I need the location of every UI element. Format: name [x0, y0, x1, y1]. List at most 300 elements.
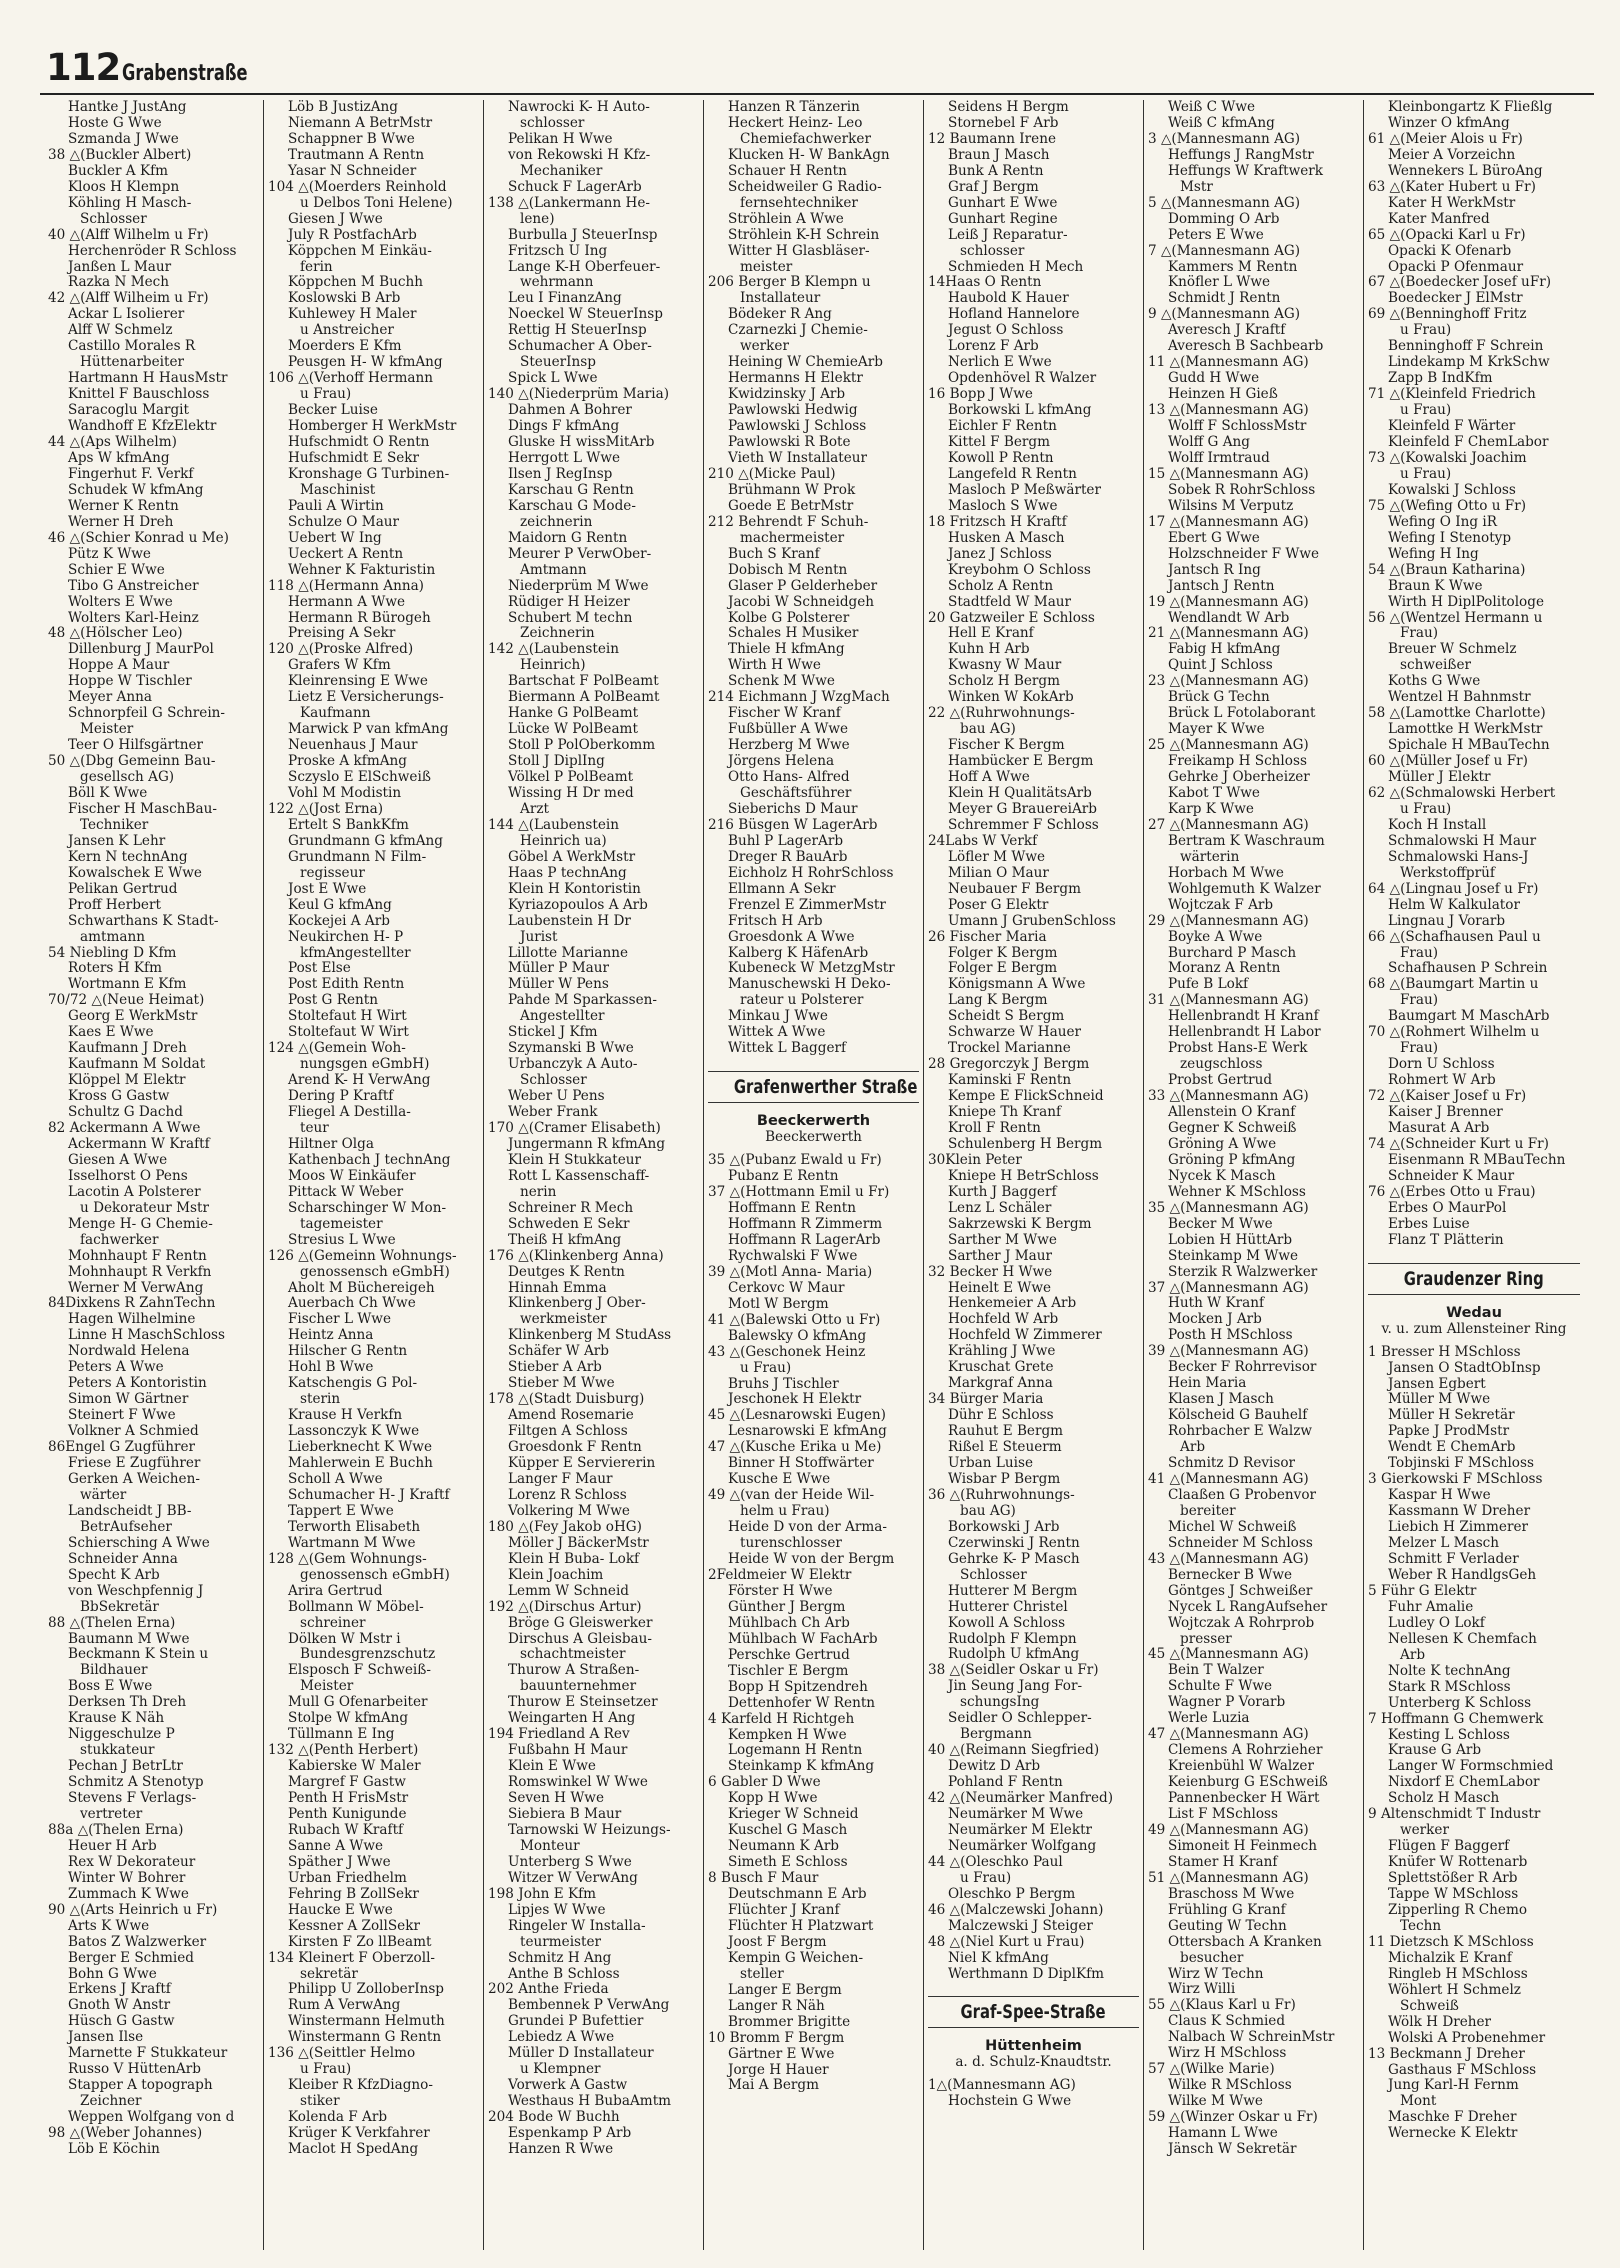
resident-entry: Rettig H SteuerInsp: [508, 323, 647, 339]
resident-entry: Oleschko P Bergm: [948, 1886, 1076, 1902]
house-number-entry: 31 △(Mannesmann AG): [1148, 993, 1309, 1009]
resident-entry: Hilscher G Rentn: [288, 1344, 408, 1360]
resident-entry: Pittack W Weber: [288, 1184, 404, 1200]
resident-entry: Wolff F SchlossMstr: [1168, 419, 1307, 435]
resident-entry: Yasar N Schneider: [288, 163, 417, 179]
resident-entry: Göntges J Schweißer: [1168, 1583, 1313, 1599]
house-number-entry: 42 △(Alff Wilheim u Fr): [48, 291, 209, 307]
resident-entry: Lacotin A Polsterer: [68, 1184, 201, 1200]
resident-entry: Köppchen M Einkäu-: [288, 243, 432, 259]
resident-entry: Schnorpfeil G Schrein-: [68, 706, 226, 722]
resident-entry: Dreger R BauArb: [728, 849, 848, 865]
resident-entry: Klein Joachim: [508, 1567, 604, 1583]
resident-entry: Rex W Dekorateur: [68, 1854, 196, 1870]
resident-entry: Eichler F Rentn: [948, 419, 1057, 435]
resident-entry: Baumgart M MaschArb: [1388, 1009, 1550, 1025]
entry-continuation: genossensch eGmbH): [300, 1567, 450, 1583]
entry-continuation: zeugschloss: [1180, 1057, 1263, 1073]
street-section-title: Graudenzer Ring: [1403, 1267, 1545, 1290]
resident-entry: Ueckert A Rentn: [288, 546, 404, 562]
resident-entry: Mahlerwein E Buchh: [288, 1456, 433, 1472]
resident-entry: Weber R HandlgsGeh: [1388, 1567, 1537, 1583]
resident-entry: Mühlbach Ch Arb: [728, 1615, 850, 1631]
resident-entry: Preising A Sekr: [288, 626, 396, 642]
resident-entry: Bödeker R Ang: [728, 307, 832, 323]
district-note: Beeckerwerth: [765, 1129, 862, 1146]
resident-entry: Motl W Bergm: [728, 1296, 829, 1312]
house-number-entry: 42 △(Neumärker Manfred): [928, 1791, 1114, 1807]
resident-entry: Ackar L Isolierer: [68, 307, 185, 323]
resident-entry: Keul G kfmAng: [288, 897, 392, 913]
resident-entry: July R PostfachArb: [288, 227, 417, 243]
resident-entry: Stapper A topograph: [68, 2078, 213, 2094]
house-number-entry: 41 △(Mannesmann AG): [1148, 1471, 1309, 1487]
entry-continuation: meister: [740, 259, 793, 275]
resident-entry: Masurat A Arb: [1388, 1121, 1490, 1136]
resident-entry: Vohl M Modistin: [288, 785, 402, 801]
resident-entry: Eichholz H RohrSchloss: [728, 865, 894, 881]
street-section-title: Grafenwerther Straße: [733, 1076, 918, 1099]
entry-continuation: kfmAngestellter: [300, 945, 411, 961]
resident-entry: Fabig H kfmAng: [1168, 642, 1281, 658]
house-number-entry: 47 △(Mannesmann AG): [1148, 1727, 1309, 1743]
resident-entry: Fritzsch U Ing: [508, 243, 608, 259]
resident-entry: Hoffmann E Rentn: [728, 1201, 857, 1217]
resident-entry: Simon W Gärtner: [68, 1392, 189, 1408]
resident-entry: Hiltner Olga: [288, 1136, 374, 1152]
resident-entry: Schubert M techn: [508, 610, 633, 626]
resident-entry: Groesdonk F Rentn: [508, 1440, 642, 1456]
resident-entry: Philipp U ZolloberInsp: [288, 1982, 445, 1998]
resident-entry: Logemann H Rentn: [728, 1743, 863, 1759]
resident-entry: Hoste G Wwe: [68, 115, 162, 131]
resident-entry: Mayer K Wwe: [1168, 722, 1265, 738]
resident-entry: Ringleb H MSchloss: [1388, 1966, 1528, 1982]
resident-entry: Balewsky O kfmAng: [728, 1328, 867, 1344]
resident-entry: Kross G Gastw: [68, 1089, 170, 1105]
resident-entry: Krüger K Verkfahrer: [288, 2126, 430, 2142]
resident-entry: Kwidzinsky J Arb: [728, 387, 846, 403]
resident-entry: Saracoglu Margit: [68, 403, 189, 419]
house-number-entry: 57 △(Wilke Marie): [1148, 2062, 1275, 2078]
resident-entry: Scholl A Wwe: [288, 1471, 383, 1487]
resident-entry: Maclot H SpedAng: [288, 2142, 419, 2157]
resident-entry: Langer W Formschmied: [1388, 1759, 1554, 1775]
resident-entry: Mühlbach W FachArb: [728, 1631, 878, 1647]
resident-entry: Klein E Wwe: [508, 1759, 596, 1775]
resident-entry: Janez J Schloss: [948, 546, 1052, 562]
resident-entry: Brück L Fotolaborant: [1168, 706, 1316, 722]
resident-entry: Burchard P Masch: [1168, 945, 1297, 961]
resident-entry: Gasthaus F MSchloss: [1388, 2062, 1537, 2078]
resident-entry: Knüfer W Rottenarb: [1388, 1855, 1528, 1871]
resident-entry: Hutterer M Bergm: [948, 1583, 1078, 1599]
resident-entry: Frenzel E ZimmerMstr: [728, 897, 886, 913]
resident-entry: Herzberg M Wwe: [728, 738, 850, 754]
resident-entry: Klinkenberg M StudAss: [508, 1328, 672, 1344]
resident-entry: Fischer L Wwe: [288, 1312, 391, 1328]
resident-entry: Klein H Kontoristin: [508, 881, 641, 897]
entry-continuation: wärter: [80, 1487, 127, 1503]
resident-entry: Neumärker Wolfgang: [948, 1838, 1097, 1854]
entry-continuation: Maschinist: [300, 482, 376, 498]
resident-entry: Kubeneck W MetzgMstr: [728, 961, 895, 977]
house-number-entry: 19 △(Mannesmann AG): [1148, 594, 1309, 610]
entry-continuation: Mstr: [1180, 179, 1213, 195]
house-number-entry: 106 △(Verhoff Hermann: [268, 371, 433, 387]
entry-continuation: ferin: [300, 259, 333, 275]
resident-entry: Gegner K Schweiß: [1168, 1121, 1297, 1136]
entry-continuation: lene): [520, 211, 555, 227]
resident-entry: Clemens A Rohrzieher: [1168, 1743, 1323, 1759]
resident-entry: Jansen O StadtObInsp: [1388, 1360, 1541, 1376]
resident-entry: Hagen Wilhelmine: [68, 1312, 196, 1328]
entry-continuation: schachtmeister: [520, 1647, 626, 1663]
entry-continuation: bau AG): [960, 722, 1016, 738]
resident-entry: Hufschmidt O Rentn: [288, 435, 430, 451]
resident-entry: Nordwald Helena: [68, 1344, 190, 1360]
resident-entry: Schiersching A Wwe: [68, 1535, 210, 1551]
house-number-entry: 20 Gatzweiler E Schloss: [928, 610, 1095, 626]
resident-entry: Glaser P Gelderheber: [728, 578, 878, 594]
entry-continuation: besucher: [1180, 1950, 1244, 1966]
house-number-entry: 178 △(Stadt Duisburg): [488, 1392, 645, 1408]
resident-entry: Winstermann Helmuth: [288, 2014, 445, 2030]
resident-entry: Schafhausen P Schrein: [1388, 961, 1548, 977]
resident-entry: Kuschel G Masch: [728, 1823, 848, 1839]
resident-entry: Masloch P Meßwärter: [948, 482, 1101, 498]
resident-entry: Quint J Schloss: [1168, 658, 1273, 674]
resident-entry: Winken W KokArb: [948, 690, 1074, 706]
resident-entry: Vorwerk A Gastw: [508, 2078, 628, 2094]
resident-entry: Krause H Verkfn: [288, 1408, 403, 1424]
house-number-entry: 14Haas O Rentn: [928, 275, 1042, 291]
resident-entry: Dewitz D Arb: [948, 1759, 1041, 1775]
resident-entry: Flanz T Plätterin: [1388, 1232, 1504, 1248]
resident-entry: Noeckel W SteuerInsp: [508, 307, 663, 323]
resident-entry: Husken A Masch: [948, 530, 1065, 546]
resident-entry: Kuhlewey H Maler: [288, 307, 417, 323]
house-number-entry: 34 Bürger Maria: [928, 1392, 1044, 1408]
district-name: Hüttenheim: [985, 2038, 1082, 2055]
resident-entry: Hamann L Wwe: [1168, 2126, 1278, 2142]
house-number-entry: 212 Behrendt F Schuh-: [708, 514, 869, 530]
resident-entry: Müller J Elektr: [1388, 770, 1491, 786]
resident-entry: Schulte F Wwe: [1168, 1679, 1273, 1695]
resident-entry: Hochfeld W Zimmerer: [948, 1328, 1102, 1344]
entry-continuation: Bundesgrenzschutz: [300, 1647, 436, 1663]
resident-entry: Kleinfeld F Wärter: [1388, 419, 1516, 435]
resident-entry: Hofland Hannelore: [948, 307, 1080, 323]
resident-entry: Niederprüm M Wwe: [508, 578, 649, 594]
resident-entry: Groesdonk A Wwe: [728, 929, 855, 945]
resident-entry: Seidler O Schlepper-: [948, 1711, 1092, 1727]
entry-continuation: nerin: [520, 1184, 557, 1200]
resident-entry: Ludley O Lokf: [1388, 1615, 1485, 1631]
resident-entry: Werner K Rentn: [68, 498, 179, 514]
resident-entry: Hufschmidt E Sekr: [288, 450, 420, 466]
house-number-entry: 48 △(Hölscher Leo): [48, 626, 183, 642]
header-rule: [40, 93, 1594, 95]
resident-entry: Heining W ChemieArb: [728, 355, 883, 371]
resident-entry: Maschke F Dreher: [1388, 2110, 1517, 2126]
entry-continuation: schlosser: [960, 243, 1025, 259]
resident-entry: Stickel J Kfm: [508, 1025, 598, 1041]
resident-entry: Schweden E Sekr: [508, 1216, 630, 1232]
resident-entry: Meurer P VerwOber-: [508, 546, 652, 562]
house-number-entry: 46 △(Schier Konrad u Me): [48, 530, 229, 546]
resident-entry: Goede E BetrMstr: [728, 498, 854, 514]
resident-entry: Schreiner R Mech: [508, 1200, 634, 1216]
resident-entry: Jansen Ilse: [68, 2030, 144, 2046]
house-number-entry: 216 Büsgen W LagerArb: [708, 817, 878, 833]
house-number-entry: 18 Fritzsch H Kraftf: [928, 514, 1067, 530]
resident-entry: Urbanczyk A Auto-: [508, 1057, 638, 1073]
resident-entry: Hein Maria: [1168, 1376, 1247, 1392]
resident-entry: Kolenda F Arb: [288, 2110, 388, 2126]
resident-entry: Stevens F Verlags-: [68, 1791, 197, 1807]
entry-continuation: u Frau): [1400, 801, 1452, 817]
resident-entry: Otto Hans- Alfred: [728, 770, 850, 786]
resident-entry: Kronshage G Turbinen-: [288, 466, 450, 482]
resident-entry: Kirsten F Zo llBeamt: [288, 1934, 432, 1950]
resident-entry: Haucke E Wwe: [288, 1902, 393, 1918]
resident-entry: Dirschus A Gleisbau-: [508, 1631, 653, 1647]
resident-entry: Weppen Wolfgang von d: [68, 2110, 235, 2126]
entry-continuation: sterin: [300, 1392, 341, 1408]
resident-entry: Brück G Techn: [1168, 690, 1270, 706]
resident-entry: Lassonczyk K Wwe: [288, 1424, 420, 1440]
resident-entry: Stoll P PolOberkomm: [508, 738, 656, 754]
resident-entry: Homberger H WerkMstr: [288, 419, 457, 435]
resident-entry: Keienburg G ESchweiß: [1168, 1775, 1328, 1791]
house-number-entry: 39 △(Mannesmann AG): [1148, 1344, 1309, 1360]
resident-entry: Michalzik E Kranf: [1388, 1950, 1512, 1966]
resident-entry: Gerken A Weichen-: [68, 1471, 200, 1487]
resident-entry: Burbulla J SteuerInsp: [508, 227, 658, 243]
entry-continuation: turenschlosser: [740, 1536, 842, 1552]
resident-entry: Kabierske W Maler: [288, 1759, 421, 1775]
resident-entry: Kempin G Weichen-: [728, 1950, 864, 1966]
resident-entry: Karp K Wwe: [1168, 801, 1254, 817]
resident-entry: Joost F Bergm: [728, 1934, 827, 1950]
resident-entry: Hüsch G Gastw: [68, 2014, 175, 2030]
resident-entry: Heinzen H Gieß: [1168, 387, 1278, 403]
resident-entry: Jungermann R kfmAng: [508, 1136, 666, 1152]
resident-entry: Tappert E Wwe: [288, 1503, 394, 1519]
house-number-entry: 71 △(Kleinfeld Friedrich: [1368, 387, 1536, 403]
resident-entry: Terworth Elisabeth: [288, 1519, 421, 1535]
resident-entry: Gnoth W Anstr: [68, 1998, 171, 2014]
column-3: [484, 100, 704, 2250]
resident-entry: Nolte K technAng: [1388, 1663, 1511, 1679]
resident-entry: Koslowski B Arb: [288, 291, 401, 307]
resident-entry: Melzer L Masch: [1388, 1536, 1500, 1552]
resident-entry: Koch H Install: [1388, 817, 1487, 833]
house-number-entry: 7 △(Mannesmann AG): [1148, 243, 1301, 259]
resident-entry: Dorn U Schloss: [1388, 1057, 1495, 1073]
resident-entry: Lieberknecht K Wwe: [288, 1440, 432, 1456]
resident-entry: Linne H MaschSchloss: [68, 1328, 225, 1344]
resident-entry: Witter H Glasbläser-: [728, 243, 870, 259]
resident-entry: Hellenbrandt H Kranf: [1168, 1009, 1319, 1025]
resident-entry: Bembennek P VerwAng: [508, 1998, 670, 2014]
resident-entry: Wilke M Wwe: [1168, 2094, 1263, 2110]
house-number-entry: 210 △(Micke Paul): [708, 466, 836, 482]
resident-entry: Pawlowski J Schloss: [728, 419, 867, 435]
resident-entry: Wittek L Baggerf: [728, 1041, 847, 1057]
resident-entry: Breuer W Schmelz: [1388, 642, 1517, 658]
resident-entry: Zapp B IndKfm: [1388, 371, 1493, 387]
entry-continuation: Mechaniker: [520, 163, 603, 179]
resident-entry: Wendlandt W Arb: [1168, 610, 1290, 626]
entry-continuation: u Delbos Toni Helene): [300, 195, 453, 211]
entry-continuation: Monteur: [520, 1838, 580, 1854]
house-number-entry: 32 Becker H Wwe: [928, 1264, 1053, 1280]
resident-entry: Werner H Dreh: [68, 514, 174, 530]
resident-entry: Schwarthans K Stadt-: [68, 913, 219, 929]
resident-entry: Lang K Bergm: [948, 993, 1048, 1009]
resident-entry: Peusgen H- W kfmAng: [288, 355, 443, 371]
house-number-entry: 98 △(Weber Johannes): [48, 2126, 203, 2142]
resident-entry: Wolff G Ang: [1168, 435, 1251, 451]
resident-entry: Stolpe W kfmAng: [288, 1711, 409, 1727]
house-number-entry: 176 △(Klinkenberg Anna): [488, 1248, 664, 1264]
resident-entry: Unterberg S Wwe: [508, 1854, 632, 1870]
resident-entry: Sczyslo E ElSchweiß: [288, 770, 431, 786]
resident-entry: Maidorn G Rentn: [508, 530, 628, 546]
resident-entry: Pohland F Rentn: [948, 1775, 1063, 1791]
entry-continuation: wärterin: [1180, 849, 1240, 865]
house-number-entry: 38 △(Buckler Albert): [48, 147, 192, 163]
resident-entry: Klinkenberg J Ober-: [508, 1296, 646, 1312]
entry-continuation: u Anstreicher: [300, 323, 394, 339]
district-note: a. d. Schulz-Knaudtstr.: [955, 2054, 1112, 2071]
house-number-entry: 134 Kleinert F Oberzoll-: [268, 1950, 436, 1966]
resident-entry: Jeschonek H Elektr: [728, 1392, 862, 1408]
resident-entry: Teer O Hilfsgärtner: [68, 738, 204, 754]
resident-entry: Borkowski L kfmAng: [948, 403, 1092, 419]
resident-entry: Hanzen R Tänzerin: [728, 100, 860, 115]
resident-entry: Wolters Karl-Heinz: [68, 610, 199, 626]
resident-entry: Königsmann A Wwe: [948, 977, 1086, 993]
resident-entry: Penth H FrisMstr: [288, 1791, 409, 1807]
resident-entry: Bopp H Spitzendreh: [728, 1679, 868, 1695]
resident-entry: Aps W kfmAng: [68, 450, 170, 466]
resident-entry: Wirth H Wwe: [728, 658, 821, 674]
resident-entry: Lorenz R Schloss: [508, 1487, 627, 1503]
resident-entry: Zummach K Wwe: [68, 1886, 189, 1902]
resident-entry: Schmalowski H Maur: [1388, 833, 1537, 849]
resident-entry: Ebert G Wwe: [1168, 530, 1260, 546]
resident-entry: Tarnowski W Heizungs-: [508, 1822, 671, 1838]
resident-entry: Szymanski B Wwe: [508, 1041, 634, 1057]
resident-entry: Löb E Köchin: [68, 2142, 160, 2157]
resident-entry: Tobjinski F MSchloss: [1388, 1456, 1534, 1472]
house-number-entry: 46 △(Malczewski Johann): [928, 1902, 1104, 1918]
resident-entry: Fuhr Amalie: [1388, 1599, 1474, 1615]
resident-entry: Stieber M Wwe: [508, 1376, 615, 1392]
resident-entry: Völkel P PolBeamt: [508, 770, 634, 786]
resident-entry: Schmidt J Rentn: [1168, 291, 1281, 307]
house-number-entry: 69 △(Benninghoff Fritz: [1368, 307, 1527, 323]
resident-entry: Neubauer F Bergm: [948, 881, 1081, 897]
district-name: Wedau: [1446, 1304, 1502, 1321]
resident-entry: Isselhorst O Pens: [68, 1168, 188, 1184]
resident-entry: Jorge H Hauer: [728, 2062, 829, 2078]
resident-entry: Hoff A Wwe: [948, 770, 1030, 786]
resident-entry: von Rekowski H Kfz-: [508, 147, 651, 163]
resident-entry: Jacobi W Schneidgeh: [728, 594, 875, 610]
resident-entry: Krähling J Wwe: [948, 1344, 1056, 1360]
resident-entry: Rißel E Steuerm: [948, 1440, 1062, 1456]
resident-entry: Allenstein O Kranf: [1168, 1105, 1296, 1121]
house-number-entry: 9 △(Mannesmann AG): [1148, 307, 1301, 323]
resident-entry: Lebiedz A Wwe: [508, 2030, 615, 2046]
house-number-entry: 22 △(Ruhrwohnungs-: [928, 706, 1075, 722]
resident-entry: Wolski A Probenehmer: [1388, 2030, 1546, 2046]
resident-entry: Braun J Masch: [948, 147, 1050, 163]
resident-entry: Nerlich E Wwe: [948, 355, 1052, 371]
entry-continuation: schreiner: [300, 1615, 366, 1631]
house-number-entry: 29 △(Mannesmann AG): [1148, 913, 1309, 929]
resident-entry: Graf J Bergm: [948, 179, 1039, 195]
resident-entry: Stamer H Kranf: [1168, 1854, 1278, 1870]
house-number-entry: 86Engel G Zugführer: [48, 1440, 196, 1456]
resident-entry: Ringeler W Installa-: [508, 1918, 646, 1934]
house-number-entry: 33 △(Mannesmann AG): [1148, 1089, 1309, 1105]
resident-entry: Schulenberg H Bergm: [948, 1136, 1103, 1152]
resident-entry: Mocken J Arb: [1168, 1312, 1262, 1328]
entry-continuation: Bergmann: [960, 1727, 1032, 1743]
resident-entry: Sarther J Maur: [948, 1248, 1053, 1264]
house-number-entry: 84Dixkens R ZahnTechn: [48, 1296, 216, 1312]
resident-entry: Scheidweiler G Radio-: [728, 179, 882, 195]
resident-entry: Wefing H Ing: [1388, 546, 1479, 562]
house-number-entry: 170 △(Cramer Elisabeth): [488, 1121, 661, 1136]
resident-entry: Seven H Wwe: [508, 1791, 604, 1807]
resident-entry: Siebiera B Maur: [508, 1806, 622, 1822]
entry-continuation: Schlosser: [960, 1567, 1027, 1583]
resident-entry: Nellesen K Chemfach: [1388, 1631, 1537, 1647]
resident-entry: Hartmann H HausMstr: [68, 371, 228, 387]
entry-continuation: u Klempner: [520, 2062, 601, 2078]
entry-continuation: Arb: [1180, 1440, 1206, 1456]
street-heading: Grabenstraße: [122, 61, 248, 86]
house-number-entry: 75 △(Wefing Otto u Fr): [1368, 498, 1527, 514]
entry-continuation: Frau): [1400, 1041, 1439, 1057]
resident-entry: Lesnarowski E kfmAng: [728, 1424, 887, 1440]
entry-continuation: werker: [1400, 1823, 1449, 1839]
resident-entry: Kempken H Wwe: [728, 1727, 847, 1743]
resident-entry: Müller D Installateur: [508, 2046, 654, 2062]
resident-entry: Rohmert W Arb: [1388, 1073, 1496, 1089]
resident-entry: Grafers W Kfm: [288, 658, 391, 674]
resident-entry: Wefing I Stenotyp: [1388, 530, 1512, 546]
resident-entry: Pahde M Sparkassen-: [508, 993, 658, 1009]
resident-entry: Rüdiger H Heizer: [508, 594, 630, 610]
resident-entry: Kempe E FlickSchneid: [948, 1089, 1104, 1105]
resident-entry: Folger K Bergm: [948, 945, 1058, 961]
resident-entry: Kaes E Wwe: [68, 1025, 154, 1041]
resident-entry: Anthe B Schloss: [508, 1966, 620, 1982]
entry-continuation: sekretär: [300, 1966, 358, 1982]
resident-entry: Rychwalski F Wwe: [728, 1248, 858, 1264]
district-name: Beeckerwerth: [756, 1113, 871, 1130]
resident-entry: Kyriazopoulos A Arb: [508, 897, 648, 913]
entry-continuation: helm u Frau): [740, 1504, 830, 1520]
resident-entry: Gudd H Wwe: [1168, 371, 1260, 387]
